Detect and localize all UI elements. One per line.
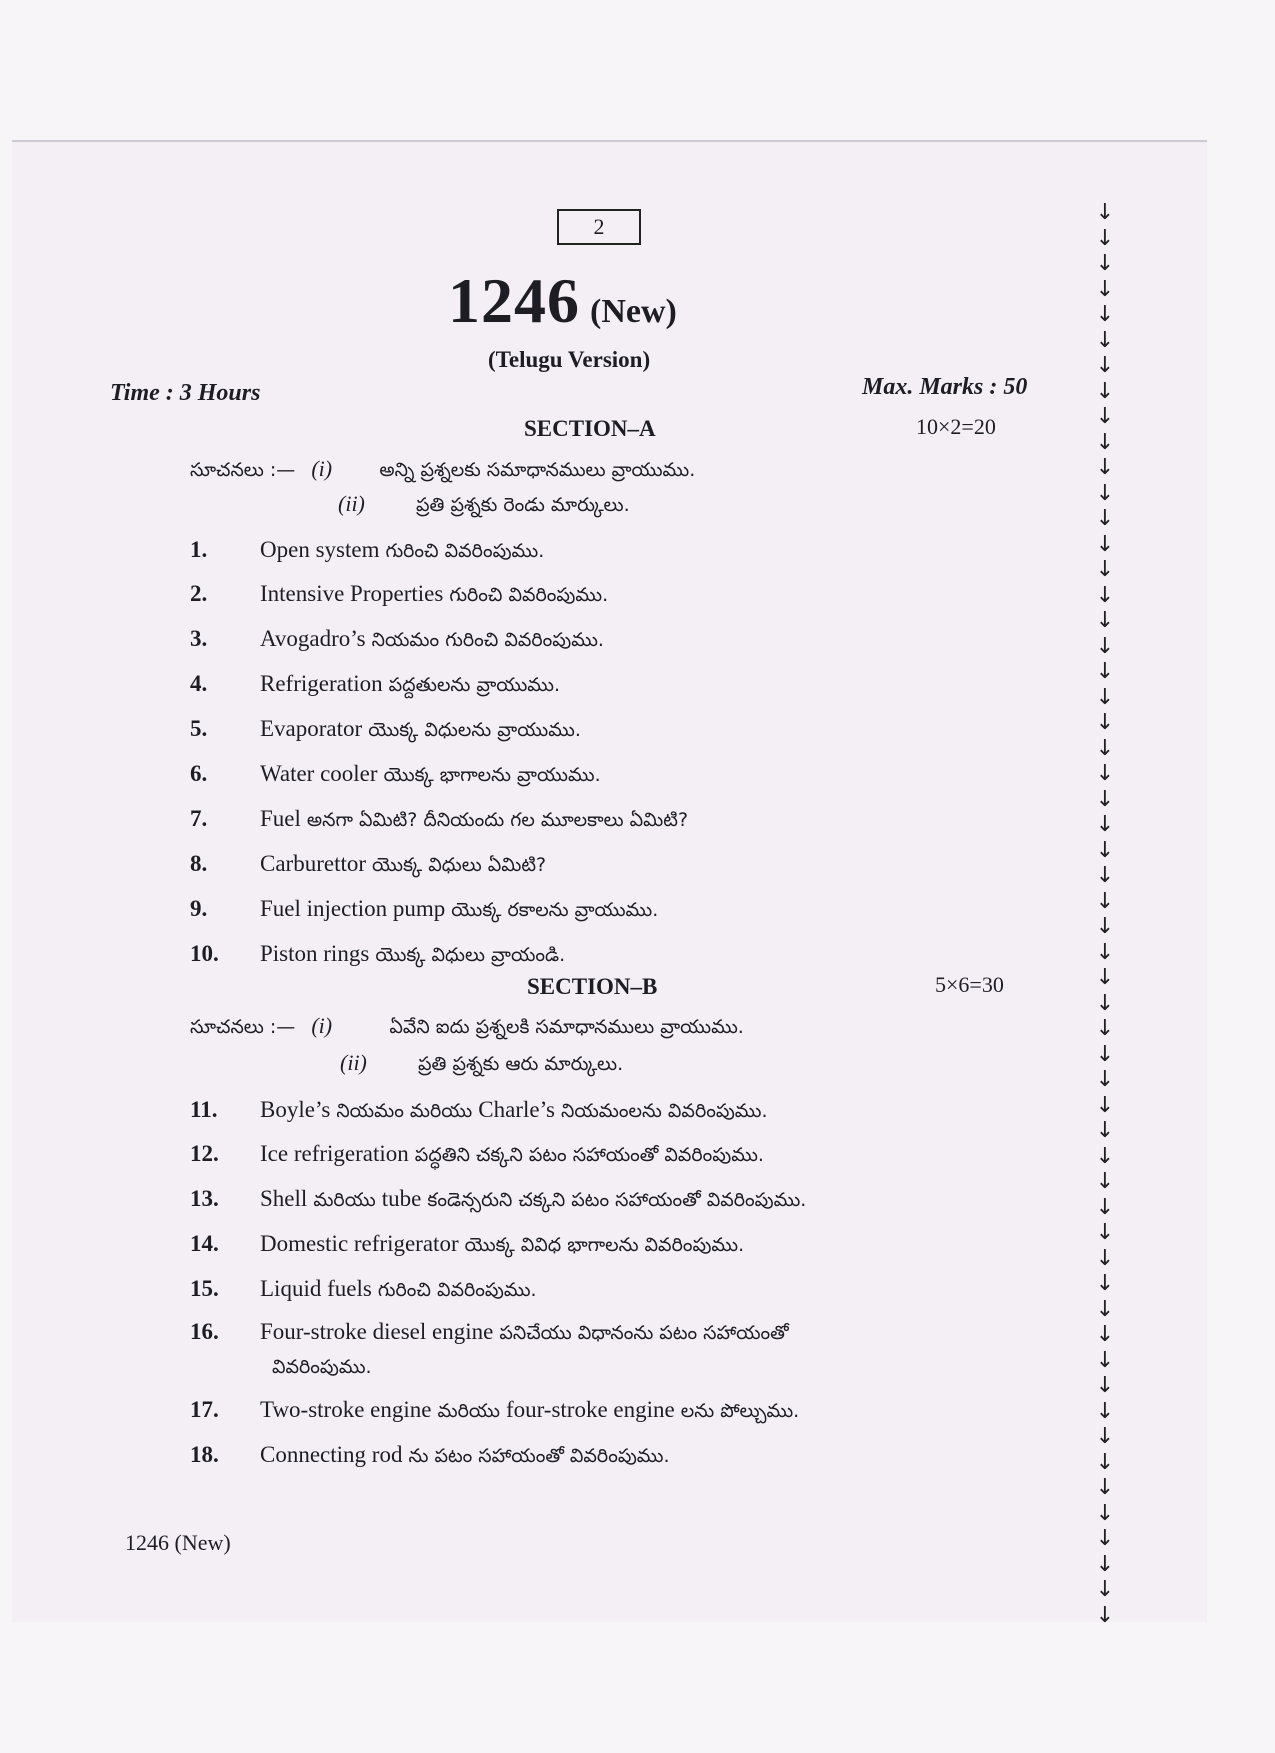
question-term: Two-stroke engine <box>260 1397 432 1422</box>
question-18 <box>190 1442 670 1474</box>
paper-code <box>448 264 677 338</box>
question-term: Four-stroke diesel engine <box>260 1319 494 1344</box>
down-arrow-icon: ↓ <box>1095 1067 1115 1092</box>
question-text: పద్దతులను వ్రాయుము. <box>382 674 561 696</box>
paper-code-version: (New) <box>590 293 677 330</box>
down-arrow-icon: ↓ <box>1095 531 1115 557</box>
question-7 <box>190 806 688 838</box>
down-arrow-icon: ↓ <box>1095 1220 1115 1245</box>
down-arrow-icon: ↓ <box>1095 582 1115 608</box>
note-text: ప్రతి ప్రశ్నకు ఆరు మార్కులు. <box>418 1053 624 1075</box>
question-17 <box>190 1397 799 1429</box>
question-number: 3. <box>190 626 208 651</box>
note-number: (i) <box>311 1013 333 1038</box>
question-text: పనిచేయు విధానంను పటం సహాయంతో <box>493 1322 789 1344</box>
question-text: యొక్క విధులు వ్రాయండి. <box>369 944 566 966</box>
question-number: 5. <box>190 716 208 741</box>
question-text: మరియు <box>431 1400 506 1422</box>
down-arrow-icon: ↓ <box>1095 455 1115 480</box>
note-text: ప్రతి ప్రశ్నకు రెండు మార్కులు. <box>416 494 630 516</box>
question-text: నియమం మరియు <box>330 1100 479 1122</box>
question-number: 18. <box>190 1442 219 1467</box>
paper-code-number: 1246 <box>448 265 580 336</box>
down-arrow-icon: ↓ <box>1095 1602 1115 1628</box>
note-text: అన్ని ప్రశ్నలకు సమాధానములు వ్రాయుము. <box>379 459 696 481</box>
exam-time: Time : 3 Hours <box>110 380 261 406</box>
question-term: Open system <box>260 537 380 562</box>
down-arrow-icon: ↓ <box>1095 1092 1115 1118</box>
down-arrow-icon: ↓ <box>1095 557 1115 582</box>
question-number: 17. <box>190 1397 219 1422</box>
question-12 <box>190 1141 764 1173</box>
down-arrow-icon: ↓ <box>1095 633 1115 659</box>
question-3 <box>190 626 604 658</box>
question-text: గురించి వివరింపుము. <box>379 540 545 562</box>
question-number: 8. <box>190 851 208 876</box>
question-text-2: లను పోల్చుము. <box>674 1400 800 1422</box>
question-term: Domestic refrigerator <box>260 1231 459 1256</box>
question-text: యొక్క విధులను వ్రాయుము. <box>362 719 581 741</box>
down-arrow-icon: ↓ <box>1095 1500 1115 1526</box>
question-term: Water cooler <box>260 761 378 786</box>
section-a-marks: 10×2=20 <box>916 414 996 439</box>
section-b-note-1 <box>190 1013 744 1043</box>
question-16-continuation: వివరింపుము. <box>272 1356 372 1378</box>
max-marks: Max. Marks : 50 <box>862 374 1028 400</box>
section-b-marks: 5×6=30 <box>935 972 1004 997</box>
question-5 <box>190 716 581 748</box>
question-text: నియమం గురించి వివరింపుము. <box>365 629 604 651</box>
question-term-2: Charle’s <box>478 1097 555 1122</box>
down-arrow-icon: ↓ <box>1095 327 1115 353</box>
question-10 <box>190 941 565 973</box>
footer-paper-code: 1246 (New) <box>125 1530 231 1555</box>
question-term: Connecting rod <box>260 1442 403 1467</box>
question-term: Intensive Properties <box>260 581 444 606</box>
down-arrow-icon: ↓ <box>1095 939 1115 965</box>
down-arrow-icon: ↓ <box>1095 1271 1115 1296</box>
question-1 <box>190 537 544 569</box>
question-term-2: four-stroke engine <box>505 1397 675 1422</box>
down-arrow-icon: ↓ <box>1095 378 1115 404</box>
down-arrow-icon: ↓ <box>1095 1194 1115 1220</box>
down-arrow-icon: ↓ <box>1095 1245 1115 1271</box>
section-a-note-1 <box>190 456 695 486</box>
note-number: (ii) <box>338 491 365 516</box>
note-label: సూచనలు :— <box>190 1016 296 1038</box>
section-a-note-2 <box>338 491 630 521</box>
section-b-title: SECTION–B <box>527 974 658 999</box>
down-arrow-icon: ↓ <box>1095 200 1115 225</box>
question-number: 2. <box>190 581 208 606</box>
down-arrow-icon: ↓ <box>1095 888 1115 914</box>
question-text: గురించి వివరింపుము. <box>371 1279 537 1301</box>
down-arrow-icon: ↓ <box>1095 429 1115 455</box>
question-term: Piston rings <box>260 941 370 966</box>
down-arrow-icon: ↓ <box>1095 735 1115 761</box>
down-arrow-icon: ↓ <box>1095 1398 1115 1424</box>
down-arrow-icon: ↓ <box>1095 251 1115 276</box>
question-13 <box>190 1186 806 1218</box>
down-arrow-icon: ↓ <box>1095 710 1115 735</box>
down-arrow-icon: ↓ <box>1095 812 1115 837</box>
question-number: 13. <box>190 1186 219 1211</box>
question-text: అనగా ఏమిటి? దీనియందు గల మూలకాలు ఏమిటి? <box>300 809 689 831</box>
question-term: Boyle’s <box>260 1097 331 1122</box>
down-arrow-icon: ↓ <box>1095 659 1115 684</box>
down-arrow-icon: ↓ <box>1095 1373 1115 1398</box>
note-text: ఏవేని ఐదు ప్రశ్నలకి సమాధానములు వ్రాయుము. <box>389 1016 744 1038</box>
down-arrow-icon: ↓ <box>1095 506 1115 531</box>
question-text: యొక్క రకాలను వ్రాయుము. <box>445 899 659 921</box>
question-term: Liquid fuels <box>260 1276 372 1301</box>
question-9 <box>190 896 658 928</box>
question-number: 14. <box>190 1231 219 1256</box>
question-number: 9. <box>190 896 208 921</box>
down-arrow-icon: ↓ <box>1095 1143 1115 1169</box>
down-arrow-icon: ↓ <box>1095 965 1115 990</box>
question-term: Ice refrigeration <box>260 1141 409 1166</box>
down-arrow-icon: ↓ <box>1095 1475 1115 1500</box>
down-arrow-icon: ↓ <box>1095 1526 1115 1551</box>
down-arrow-icon: ↓ <box>1095 1347 1115 1373</box>
down-arrow-icon: ↓ <box>1095 1016 1115 1041</box>
down-arrow-icon: ↓ <box>1095 863 1115 888</box>
down-arrow-icon: ↓ <box>1095 684 1115 710</box>
question-8 <box>190 851 546 883</box>
question-number: 6. <box>190 761 208 786</box>
question-number: 10. <box>190 941 219 966</box>
question-number: 11. <box>190 1097 218 1122</box>
question-text-2: కండెన్సరుని చక్కని పటం సహాయంతో వివరింపుము. <box>421 1189 807 1211</box>
down-arrow-icon: ↓ <box>1095 1322 1115 1347</box>
language-version: (Telugu Version) <box>488 347 651 372</box>
margin-arrow-column <box>1095 200 1115 1628</box>
down-arrow-icon: ↓ <box>1095 608 1115 633</box>
note-number: (ii) <box>340 1050 367 1075</box>
question-term: Refrigeration <box>260 671 383 696</box>
down-arrow-icon: ↓ <box>1095 761 1115 786</box>
down-arrow-icon: ↓ <box>1095 837 1115 863</box>
question-number: 15. <box>190 1276 219 1301</box>
section-a-title: SECTION–A <box>524 416 656 441</box>
question-number: 12. <box>190 1141 219 1166</box>
question-text: యొక్క భాగాలను వ్రాయుము. <box>377 764 601 786</box>
down-arrow-icon: ↓ <box>1095 1551 1115 1577</box>
down-arrow-icon: ↓ <box>1095 1577 1115 1602</box>
page-number-box: 2 <box>557 209 641 245</box>
question-number: 16. <box>190 1319 219 1344</box>
question-text: ను పటం సహాయంతో వివరింపుము. <box>402 1445 670 1467</box>
down-arrow-icon: ↓ <box>1095 1296 1115 1322</box>
question-term: Shell <box>260 1186 308 1211</box>
question-term: Carburettor <box>260 851 367 876</box>
question-16 <box>190 1319 789 1351</box>
down-arrow-icon: ↓ <box>1095 225 1115 251</box>
question-15 <box>190 1276 537 1308</box>
question-text-2: నియమంలను వివరింపుము. <box>554 1100 768 1122</box>
down-arrow-icon: ↓ <box>1095 353 1115 378</box>
down-arrow-icon: ↓ <box>1095 1041 1115 1067</box>
question-14 <box>190 1231 744 1263</box>
question-text: గురించి వివరింపుము. <box>443 584 609 606</box>
question-term: Fuel injection pump <box>260 896 446 921</box>
down-arrow-icon: ↓ <box>1095 404 1115 429</box>
question-6 <box>190 761 601 793</box>
question-term: Evaporator <box>260 716 363 741</box>
note-label: సూచనలు :— <box>190 459 296 481</box>
down-arrow-icon: ↓ <box>1095 1449 1115 1475</box>
question-text: మరియు <box>307 1189 382 1211</box>
section-b-note-2 <box>340 1050 623 1080</box>
down-arrow-icon: ↓ <box>1095 1424 1115 1449</box>
down-arrow-icon: ↓ <box>1095 914 1115 939</box>
question-term: Fuel <box>260 806 301 831</box>
question-term: Avogadro’s <box>260 626 366 651</box>
question-11 <box>190 1097 768 1129</box>
question-text: యొక్క వివిధ భాగాలను వివరింపుము. <box>458 1234 745 1256</box>
question-number: 1. <box>190 537 208 562</box>
down-arrow-icon: ↓ <box>1095 480 1115 506</box>
down-arrow-icon: ↓ <box>1095 276 1115 302</box>
question-term-2: tube <box>381 1186 422 1211</box>
down-arrow-icon: ↓ <box>1095 990 1115 1016</box>
question-text: యొక్క విధులు ఏమిటి? <box>366 854 547 876</box>
down-arrow-icon: ↓ <box>1095 1169 1115 1194</box>
down-arrow-icon: ↓ <box>1095 1118 1115 1143</box>
question-number: 4. <box>190 671 208 696</box>
note-number: (i) <box>311 456 333 481</box>
question-text: పద్ధతిని చక్కని పటం సహాయంతో వివరింపుము. <box>408 1144 764 1166</box>
question-4 <box>190 671 560 703</box>
question-2 <box>190 581 608 613</box>
down-arrow-icon: ↓ <box>1095 786 1115 812</box>
down-arrow-icon: ↓ <box>1095 302 1115 327</box>
question-number: 7. <box>190 806 208 831</box>
